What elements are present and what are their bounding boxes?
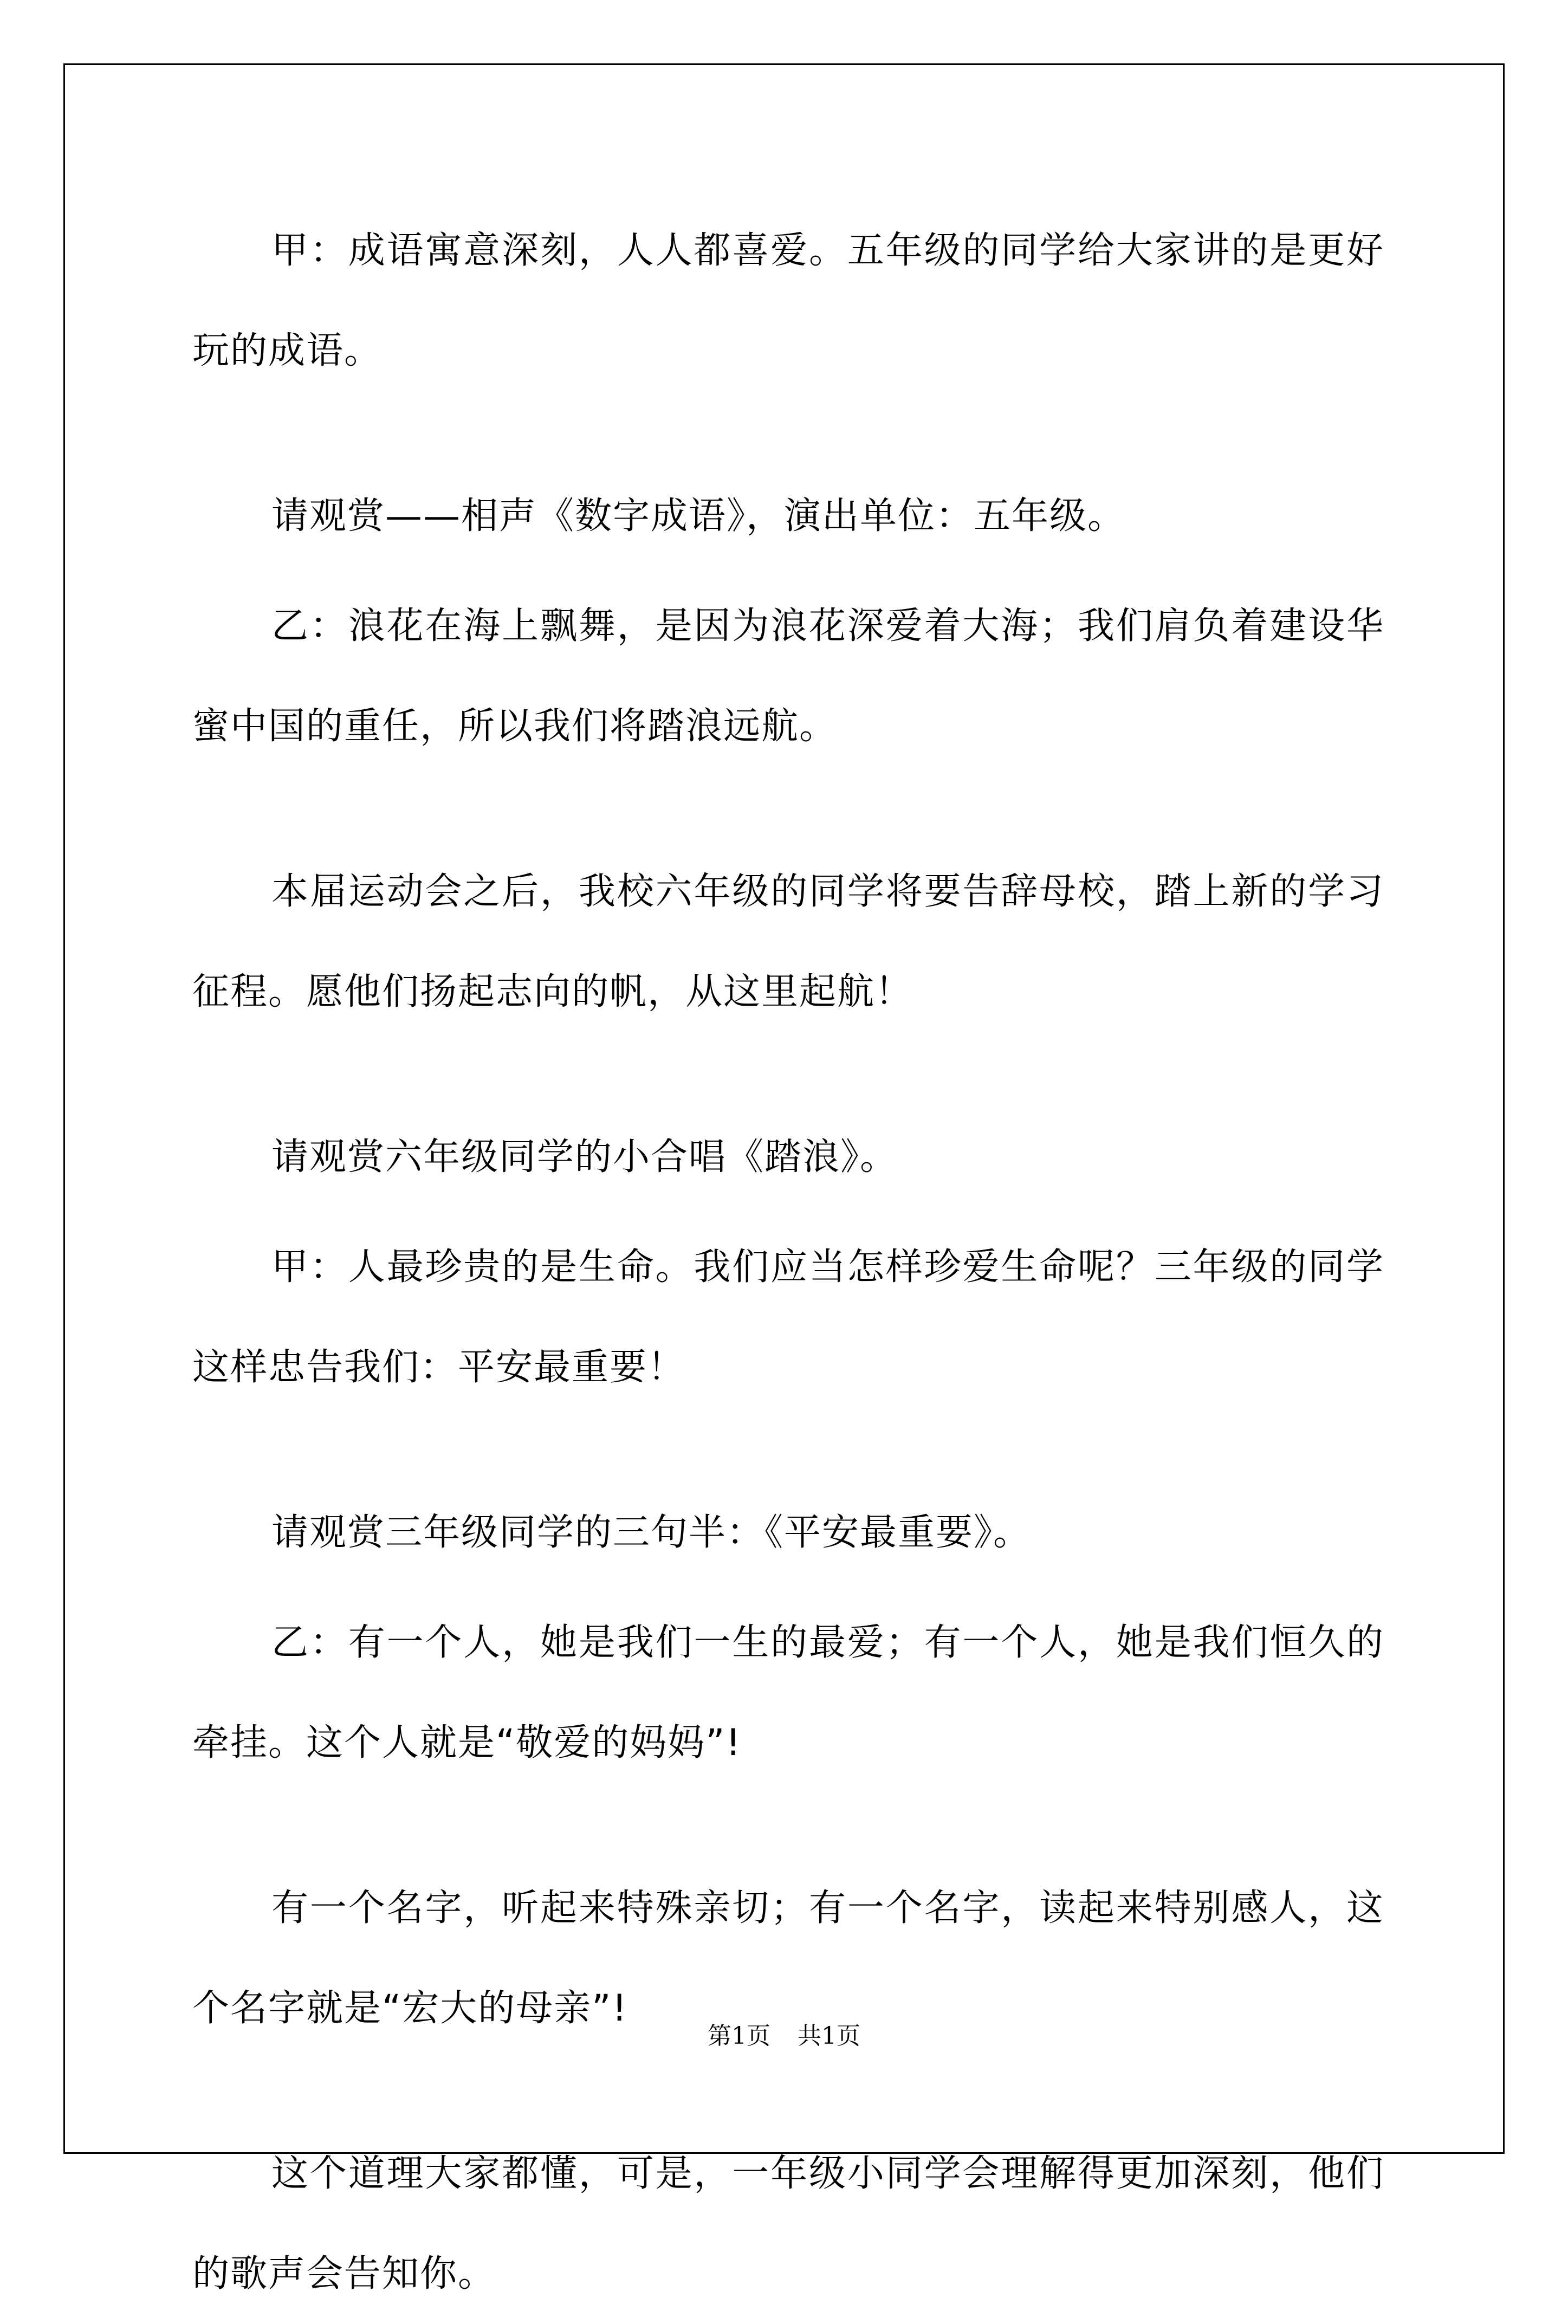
document-body: [192, 200, 1384, 2324]
paragraph-7: 请观赏三年级同学的三句半：《平安最重要》。: [271, 1511, 1032, 1554]
page-total: 共1页: [798, 2022, 860, 2050]
paragraph-2: 请观赏——相声《数字成语》，演出单位：五年级。: [271, 495, 1126, 538]
paragraph-5: 请观赏六年级同学的小合唱《踏浪》。: [271, 1136, 898, 1179]
page-footer: [0, 2020, 1568, 2053]
paragraph-1: 甲：成语寓意深刻，人人都喜爱。五年级的同学给大家讲的是更好玩的成语。: [192, 229, 1384, 372]
paragraph-6: 甲：人最珍贵的是生命。我们应当怎样珍爱生命呢？三年级的同学这样忠告我们：平安最重要！: [192, 1246, 1384, 1389]
paragraph-10: 这个道理大家都懂，可是，一年级小同学会理解得更加深刻，他们的歌声会告知你。: [192, 2152, 1384, 2295]
page-number: 第1页: [708, 2022, 770, 2050]
paragraph-3: 乙：浪花在海上飘舞，是因为浪花深爱着大海；我们肩负着建设华蜜中国的重任，所以我们将踏浪远航。: [192, 605, 1384, 748]
paragraph-8: 乙：有一个人，她是我们一生的最爱；有一个人，她是我们恒久的牵挂。这个人就是“敬爱的妈妈”!: [192, 1621, 1384, 1764]
paragraph-9: 有一个名字，听起来特殊亲切；有一个名字，读起来特别感人，这个名字就是“宏大的母亲”!: [192, 1887, 1384, 2030]
paragraph-4: 本届运动会之后，我校六年级的同学将要告辞母校，踏上新的学习征程。愿他们扬起志向的帆，从这里起航！: [192, 870, 1384, 1013]
